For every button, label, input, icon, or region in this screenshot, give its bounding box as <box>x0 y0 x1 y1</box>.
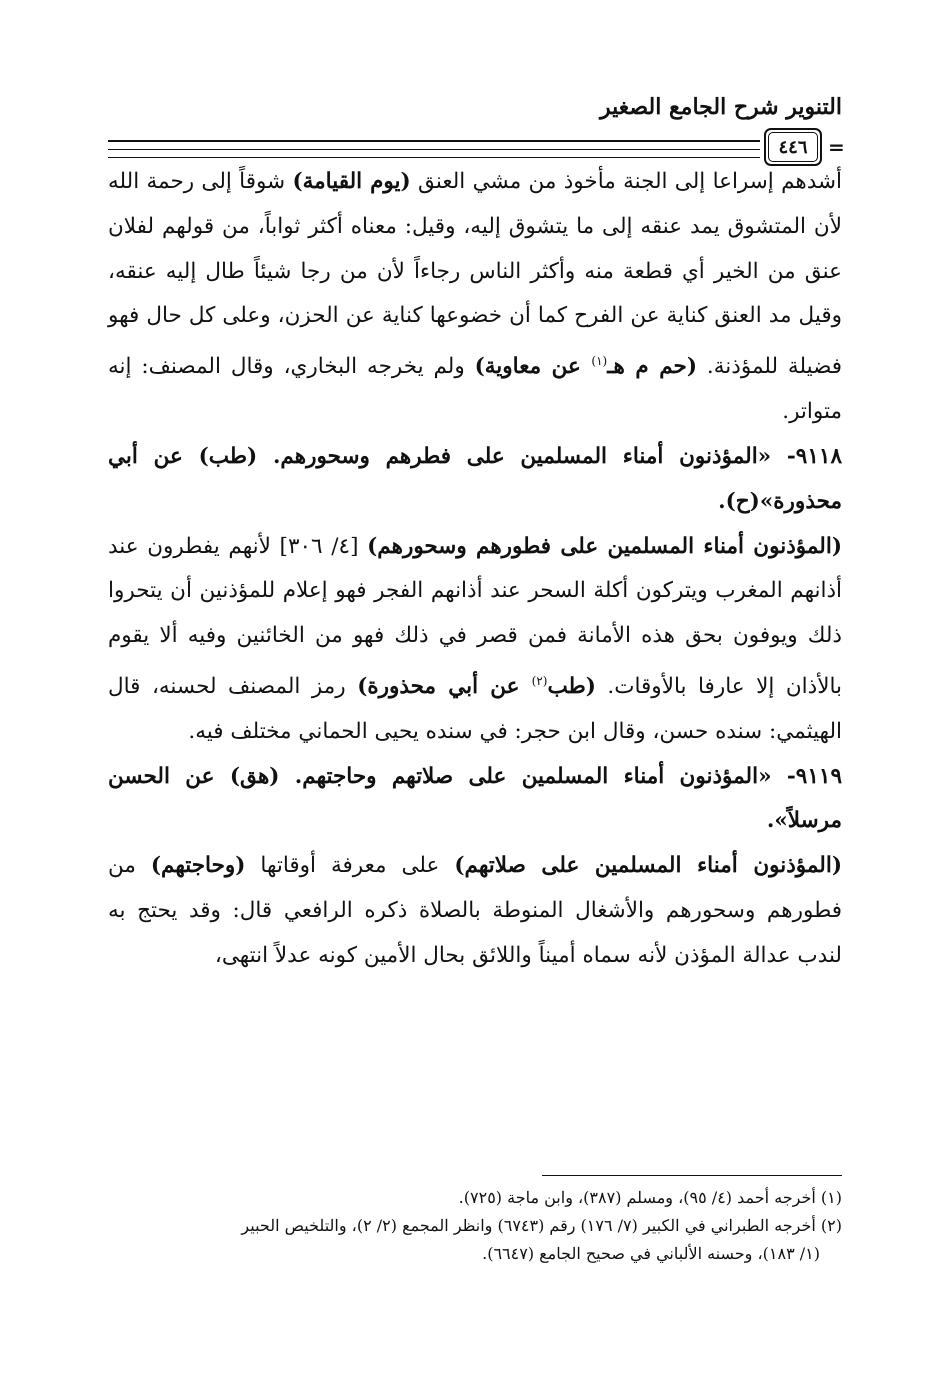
footnote-separator <box>542 1175 842 1176</box>
running-title: التنوير شرح الجامع الصغير <box>600 94 842 120</box>
header-rule <box>108 140 760 142</box>
footnotes <box>108 1184 842 1268</box>
footnote-continuation: (١/ ١٨٣)، وحسنه الألباني في صحيح الجامع (٦٦٤٧). <box>482 1244 820 1263</box>
header-ornament: = <box>828 135 845 159</box>
footnote-ref: (٢) <box>531 673 548 688</box>
footnote: (٢) أخرجه الطبراني في الكبير (٧/ ١٧٦) رقم (٦٧٤٣) وانظر المجمع (٢/ ٢)، والتلخيص الحبير <box>241 1216 842 1235</box>
commentary-paragraph: (المؤذنون أمناء المسلمين على صلاتهم) على معرفة أوقاتها (وحاجتهم) من فطورهم وسحورهم والأشغال المنوطة بالصلاة ذكره الرافعي قال: وقد يحتج به لندب عدالة المؤذن لأنه سماه أميناً واللائق بحال الأمين كونه عدلاً انتهى، <box>108 853 843 968</box>
main-text <box>108 160 842 979</box>
footnote: (١) أخرجه أحمد (٤/ ٩٥)، ومسلم (٣٨٧)، وابن ماجة (٧٢٥). <box>458 1188 842 1207</box>
commentary-paragraph: أشدهم إسراعا إلى الجنة مأخوذ من مشي العنق (يوم القيامة) شوقاً إلى رحمة الله لأن المتشوق يمد عنقه إلى ما يتشوق إليه، وقيل: معناه أكثر ثواباً، من قولهم لفلان عنق من الخير أي قطعة منه وأكثر الناس رجاءاً لأن من رجا شيئاً طال إليه عنقه، وقيل مد العنق كناية عن الفرح كما أن خضوعها كناية عن الحزن، وعلى كل حال فهو فضيلة للمؤذنة. (حم م هـ$^{(١)}$ عن معاوية) ولم يخرجه البخاري، وقال المصنف: إنه متواتر. <box>108 169 843 425</box>
hadith-entry: ٩١١٩- «المؤذنون أمناء المسلمين على صلاتهم وحاجتهم. (هق) عن الحسن مرسلاً». <box>108 763 842 834</box>
header-rule <box>108 157 760 158</box>
page-number: ٤٤٦ <box>768 132 818 162</box>
footnote-ref: (١) <box>591 354 608 369</box>
header-rule <box>108 149 760 150</box>
hadith-entry: ٩١١٨- «المؤذنون أمناء المسلمين على فطرهم وسحورهم. (طب) عن أبي محذورة»(ح). <box>108 443 842 514</box>
commentary-paragraph: (المؤذنون أمناء المسلمين على فطورهم وسحورهم) [٤/ ٣٠٦] لأنهم يفطرون عند أذانهم المغرب ويتركون أكلة السحر عند أذانهم الفجر فهو إعلام للمؤذنين أن يتحروا ذلك ويوفون بحق هذه الأمانة فمن قصر في ذلك فهو من الخائنين وفيه ألا يقوم بالأذان إلا عارفا بالأوقات. (طب$^{(٢)}$ عن أبي محذورة) رمز المصنف لحسنه، قال الهيثمي: سنده حسن، وقال ابن حجر: في سنده يحيى الحماني مختلف فيه. <box>108 533 842 744</box>
